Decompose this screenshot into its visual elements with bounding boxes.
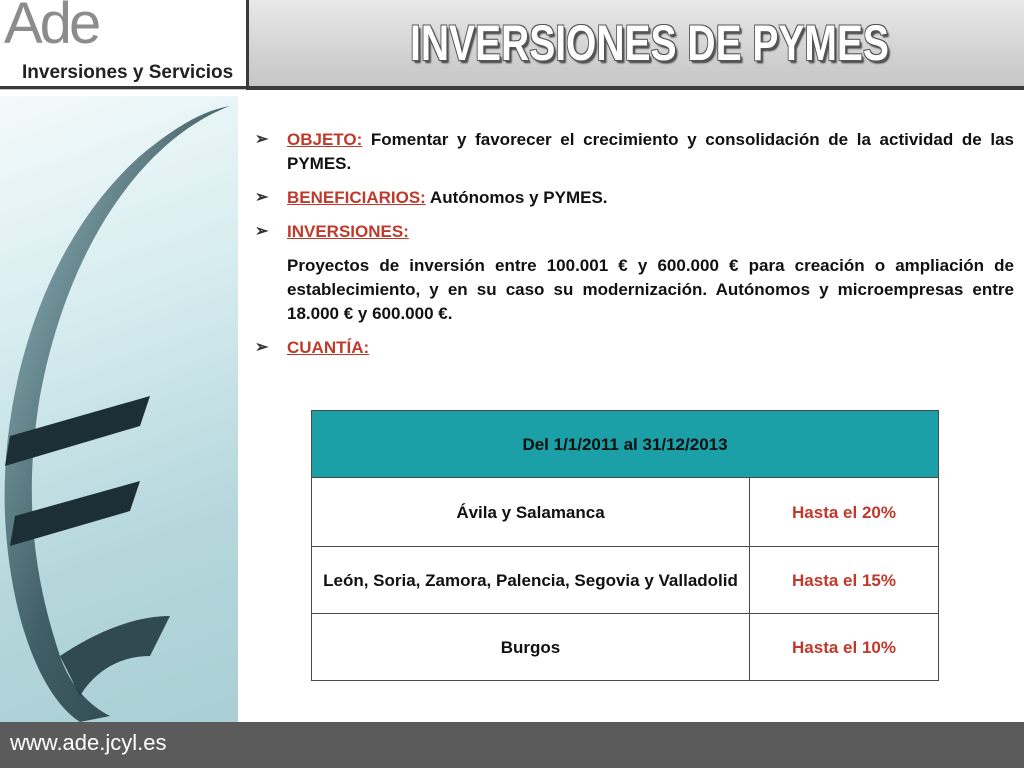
table-row bbox=[312, 547, 939, 614]
table-header: Del 1/1/2011 al 31/12/2013 bbox=[312, 411, 939, 478]
arrow-bullet-icon: ➢ bbox=[255, 131, 269, 148]
euro-symbol-image bbox=[0, 96, 238, 722]
region-cell: Burgos bbox=[312, 614, 750, 681]
content-area bbox=[255, 128, 1014, 370]
logo-mark: Ade bbox=[4, 0, 99, 56]
region-cell: León, Soria, Zamora, Palencia, Segovia y Valladolid bbox=[312, 547, 750, 614]
footer-bar bbox=[0, 722, 1024, 768]
euro-symbol-icon bbox=[0, 96, 238, 722]
arrow-bullet-icon: ➢ bbox=[255, 339, 269, 356]
header-bar bbox=[0, 0, 1024, 90]
table-header-row bbox=[312, 411, 939, 478]
bullet-label: OBJETO: bbox=[287, 130, 363, 149]
bullet-beneficiarios bbox=[255, 186, 1014, 210]
table-row bbox=[312, 614, 939, 681]
percentage-cell: Hasta el 15% bbox=[750, 547, 939, 614]
bullet-label: BENEFICIARIOS: bbox=[287, 188, 426, 207]
arrow-bullet-icon: ➢ bbox=[255, 223, 269, 240]
percentage-cell: Hasta el 10% bbox=[750, 614, 939, 681]
percentage-cell: Hasta el 20% bbox=[750, 478, 939, 547]
bullet-objeto bbox=[255, 128, 1014, 176]
bullet-text: Fomentar y favorecer el crecimiento y consolidación de la actividad de las PYMES. bbox=[287, 130, 1014, 173]
website-link[interactable]: www.ade.jcyl.es bbox=[10, 730, 167, 755]
cuantia-table bbox=[311, 410, 939, 681]
logo bbox=[0, 0, 249, 89]
bullet-label: CUANTÍA: bbox=[287, 338, 370, 357]
table-row bbox=[312, 478, 939, 547]
arrow-bullet-icon: ➢ bbox=[255, 189, 269, 206]
investment-paragraph: Proyectos de inversión entre 100.001 € y 600.000 € para creación o ampliación de establecimiento, y en su caso su modernización. Autónomos y microempresas entre 18.000 € y 600.000 €. bbox=[287, 256, 1014, 323]
bullet-text: Autónomos y PYMES. bbox=[425, 188, 608, 207]
region-cell: Ávila y Salamanca bbox=[312, 478, 750, 547]
header-divider bbox=[246, 86, 1024, 90]
bullet-inversiones bbox=[255, 220, 1014, 244]
page-title: INVERSIONES DE PYMES bbox=[410, 15, 889, 71]
bullet-cuantia bbox=[255, 336, 1014, 360]
logo-subtitle: Inversiones y Servicios bbox=[22, 62, 234, 83]
bullet-label: INVERSIONES: bbox=[287, 222, 409, 241]
